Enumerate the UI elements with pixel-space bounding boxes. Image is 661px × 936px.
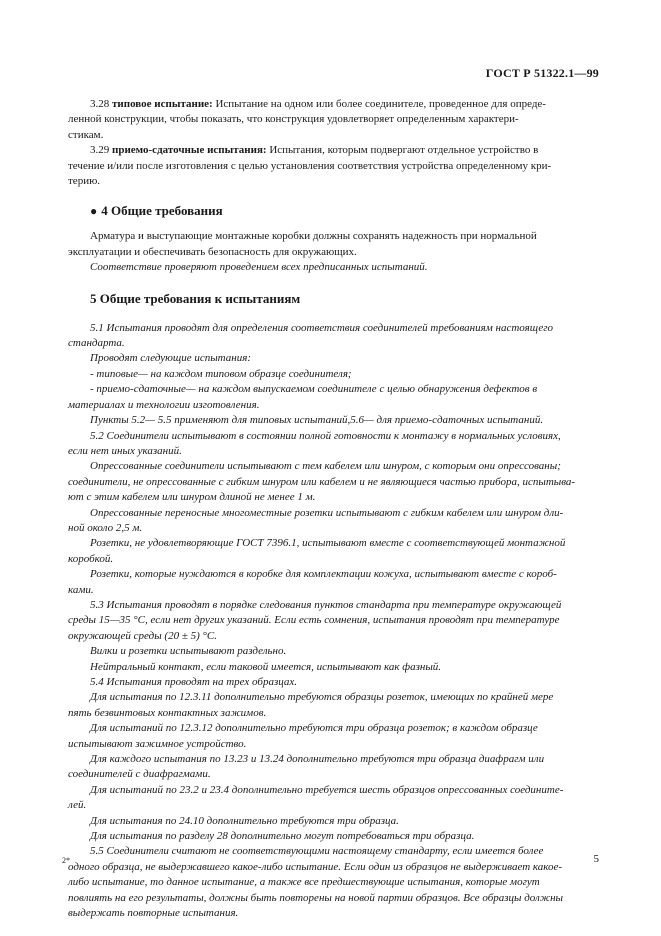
section-5-body [68,321,598,922]
sec5-line: 5.1 Испытания проводят для определения соответствия соединителей требованиям настоящего [90,321,554,334]
def-number: 3.28 [90,98,110,110]
def-line: Испытание на одном или более соединителе, проведенное для опреде- [215,98,546,110]
def-term: типовое испытание: [112,98,213,110]
def-line: терию. [68,175,101,188]
sec5-line: одного образца, не выдержавшего какое-либо испытание. Если один из образцов не выдерживает какое- [68,860,563,873]
sec5-line: Розетки, которые нуждаются в коробке для комплектации кожуха, испытывают вместе с короб- [90,568,557,581]
sec5-line: 5.3 Испытания проводят в порядке следования пунктов стандарта при температуре окружающей [90,598,562,611]
standard-code: ГОСТ Р 51322.1—99 [485,66,599,80]
section-4-heading [90,201,598,221]
page-content [68,97,598,922]
sec5-line: Пункты 5.2— 5.5 применяют для типовых испытаний,5.6— для приемо-сдаточных испытаний. [90,414,544,427]
footer-mark: 2* [62,856,70,865]
sec5-line: - типовые— на каждом типовом образце соединителя; [90,367,352,380]
sec5-line: Опрессованные соединители испытывают с тем кабелем или шнуром, с которым они опрессованы; [90,460,561,473]
sec5-line: выдержать повторные испытания. [68,907,239,920]
sec5-line: Для испытания по 24.10 дополнительно требуются три образца. [90,814,399,827]
sec5-line: ют с этим кабелем или шнуром длиной не менее 1 м. [68,491,316,504]
sec5-line: Опрессованные переносные многоместные розетки испытывают с гибким кабелем или шнуром дли- [90,506,564,519]
definition-3-28 [68,97,598,143]
sec4-para: Арматура и выступающие монтажные коробки должны сохранять надежность при нормальной [90,230,537,243]
sec5-line: соединители, не опрессованные с гибким шнуром или кабелем и не являющиеся частью прибора, испытыва- [68,475,576,488]
sec5-line: Для испытания по разделу 28 дополнительно могут потребоваться три образца. [90,830,475,843]
bullet-icon: ● [90,204,98,219]
sec5-line: среды 15—35 °С, если нет других указаний. Если есть сомнения, испытания проводят при температуре [68,614,560,627]
sec5-line: Для испытаний по 12.3.12 дополнительно требуются три образца розеток; в каждом образце [90,722,538,735]
sec5-line: 5.4 Испытания проводят на трех образцах. [90,676,297,688]
sec5-line: окружающей среды (20 ± 5) °С. [68,629,218,642]
sec5-line: Розетки, не удовлетворяющие ГОСТ 7396.1, испытывают вместе с соответствующей монтажной [90,537,566,550]
sec4-para: эксплуатации и обеспечивать безопасность для окружающих. [68,245,357,258]
sec5-line: лей. [68,799,87,812]
page-number: 5 [593,853,599,865]
sec5-line: повлиять на его результаты, должны быть повторены на новой партии образцов. Все образцы должны [68,891,563,904]
def-line: течение и/или после изготовления с целью установления соответствия устройства определенному кри- [68,159,552,172]
section-5-heading: 5 Общие требования к испытаниям [90,290,301,306]
sec5-line: Для каждого испытания по 13.23 и 13.24 дополнительно требуются три образца диафрагм или [90,753,545,766]
sec5-line: испытывают зажимное устройство. [68,737,247,750]
sec4-compliance: Соответствие проверяют проведением всех предписанных испытаний. [90,261,428,274]
sec5-line: 5.5 Соединители считают не соответствующими настоящему стандарту, если имеется более [90,845,544,858]
sec5-line: стандарта. [68,337,125,350]
def-term: приемо-сдаточные испытания: [112,144,267,157]
sec5-line: материалах и технологии изготовления. [68,398,260,411]
def-line: Испытания, которым подвергают отдельное устройство в [269,144,539,157]
sec5-line: ками. [68,583,94,596]
sec5-line: либо испытание, то данное испытание, а также все предшествующие испытания, которые могут [68,876,540,889]
sec5-line: соединителей с диафрагмами. [68,768,211,781]
sec5-line: - приемо-сдаточные— на каждом выпускаемом соединителе с целью обнаружения дефектов в [90,383,538,396]
definition-3-29 [68,143,598,189]
sec5-line: пять безвинтовых контактных зажимов. [68,706,267,719]
sec5-line: Вилки и розетки испытывают раздельно. [90,645,287,658]
sec5-line: Для испытаний по 23.2 и 23.4 дополнительно требуется шесть образцов опрессованных соедините- [90,783,564,796]
sec5-line: коробкой. [68,552,114,565]
sec5-line: Проводят следующие испытания: [90,352,251,365]
def-line: ленной конструкции, чтобы показать, что конструкция удовлетворяет определенным характери- [68,113,519,126]
sec5-line: если нет иных указаний. [68,444,182,457]
def-number: 3.29 [90,144,110,157]
def-line: стикам. [68,128,104,141]
sec5-line: 5.2 Соединители испытывают в состоянии полной готовности к монтажу в нормальных условиях, [90,429,561,442]
section-title: 4 Общие требования [101,203,223,219]
sec5-line: Для испытания по 12.3.11 дополнительно требуются образцы розеток, имеющих по крайней мере [90,691,554,704]
sec5-line: Нейтральный контакт, если таковой имеется, испытывают как фазный. [90,660,442,673]
sec5-line: ной около 2,5 м. [68,521,143,534]
